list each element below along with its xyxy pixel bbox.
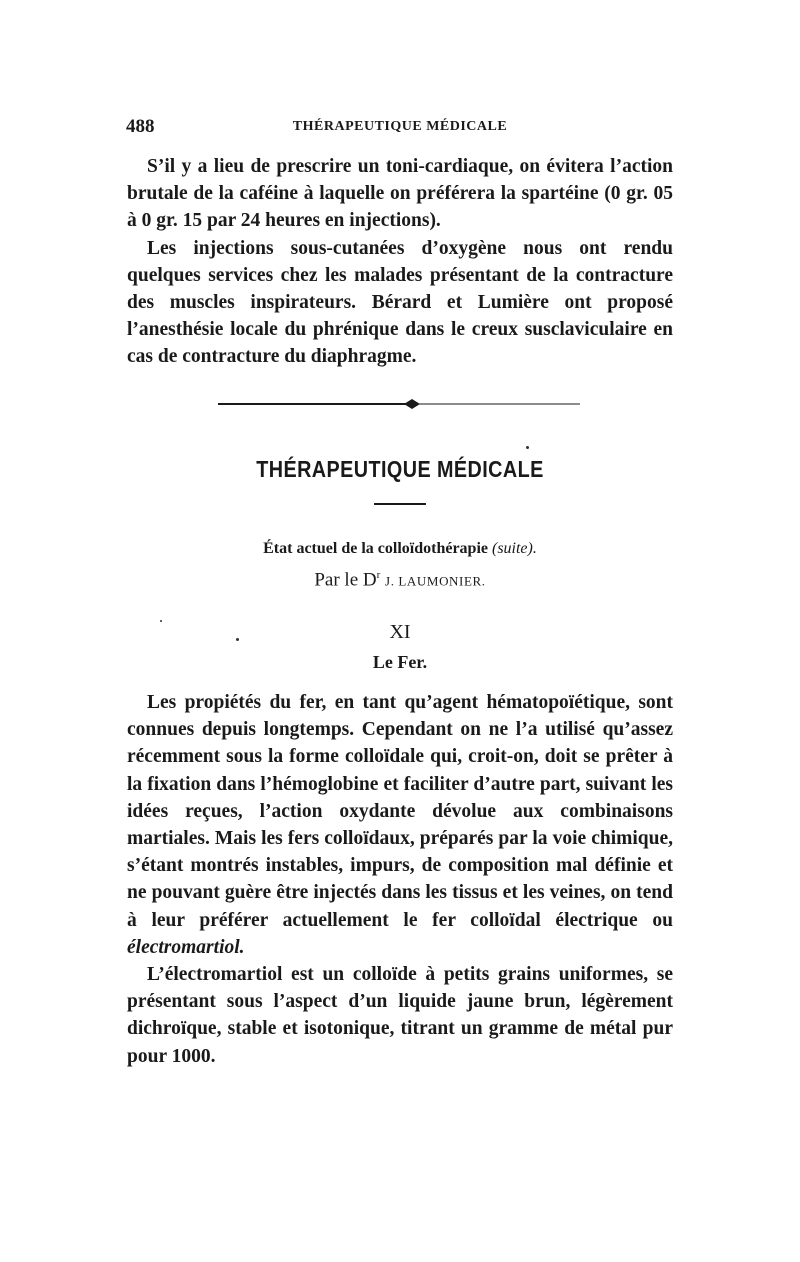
paragraph-toni-cardiaque: S’il y a lieu de prescrire un toni-cardiaque, on évitera l’action brutale de la caféine à laquelle on préférera la spartéine (0 gr. 05 à 0 gr. 15 par 24 heures en injections).: [127, 156, 673, 232]
chapter-title: Le Fer.: [372, 652, 428, 672]
paragraph-proprietes-fer-italic: électromartiol.: [127, 936, 245, 958]
paragraph-injections-oxygene: Les injections sous-cutanées d’oxygène nous ont rendu quelques services chez les malades présentant de la contracture des muscles inspirateurs. Bérard et Lumière ont proposé l’anesthésie locale du phrénique dans le creux susclaviculaire en cas de contracture du diaphragme.: [127, 237, 673, 368]
print-speck: [236, 638, 239, 641]
section-divider-ornament: [218, 397, 580, 411]
article-title-suffix: (suite).: [491, 540, 537, 557]
chapter-number: XI: [389, 621, 411, 643]
paragraph-proprietes-fer-text: Les propiétés du fer, en tant qu’agent hématopoïétique, sont connues depuis longtemps. Cependant on ne l’a utilisé qu’assez récemment sous la forme colloïdale qui, croit-on, doit se prêter à la fixation dans l’hémoglobine et faciliter d’autre part, suivant les idées reçues, l’action oxydante dévolue aux combinaisons martiales. Mais les fers colloïdaux, préparés par la voie chimique, s’étant montrés instables, impurs, de composition mal définie et ne pouvant guère être injectés dans les tissus et les veines, on tend à leur préférer actuellement le fer colloïdal électrique ou: [127, 692, 673, 931]
section-title: THÉRAPEUTIQUE MÉDICALE: [256, 456, 544, 482]
article-title: [0, 540, 800, 558]
running-title: THÉRAPEUTIQUE MÉDICALE: [292, 119, 508, 134]
author-prefix-sup: r: [376, 569, 381, 581]
section-rule: [374, 503, 426, 505]
body-text-block: [127, 689, 673, 1070]
paragraph-proprietes-fer: [127, 689, 673, 961]
author-line: [0, 569, 800, 591]
paragraph-electromartiol: L’électromartiol est un colloïde à petits grains uniformes, se présentant sous l’aspect d’un liquide jaune brun, légèrement dichroïque, stable et isotonique, titrant un gramme de métal pur pour 1000.: [127, 964, 673, 1067]
running-head: [126, 116, 674, 140]
article-title-main: État actuel de la colloïdothérapie: [263, 540, 488, 557]
print-speck: [160, 620, 162, 622]
page-number: 488: [126, 116, 155, 137]
author-prefix: Par le D: [314, 569, 377, 591]
author-name: J. LAUMONIER.: [385, 573, 486, 589]
top-text-block: [127, 153, 673, 371]
print-speck: [526, 446, 529, 449]
